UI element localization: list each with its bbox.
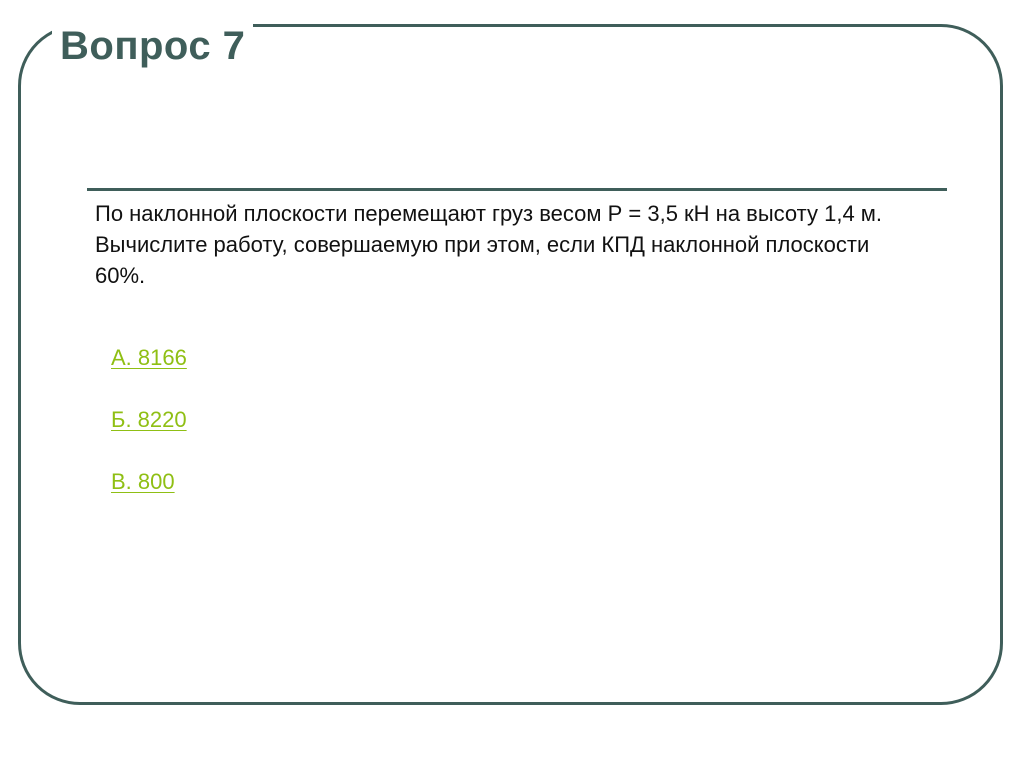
answer-options — [111, 341, 187, 527]
slide-title: Вопрос 7 — [52, 18, 253, 74]
answer-link-a[interactable]: А. 8166 — [111, 345, 187, 370]
title-divider — [87, 188, 947, 191]
answer-link-c[interactable]: В. 800 — [111, 469, 175, 494]
answer-option-c — [111, 465, 187, 527]
answer-option-b — [111, 403, 187, 465]
question-text: По наклонной плоскости перемещают груз весом Р = 3,5 кН на высоту 1,4 м. Вычислите работу, совершаемую при этом, если КПД наклонной плоскости 60%. — [95, 201, 883, 288]
answer-option-a — [111, 341, 187, 403]
answer-link-b[interactable]: Б. 8220 — [111, 407, 187, 432]
